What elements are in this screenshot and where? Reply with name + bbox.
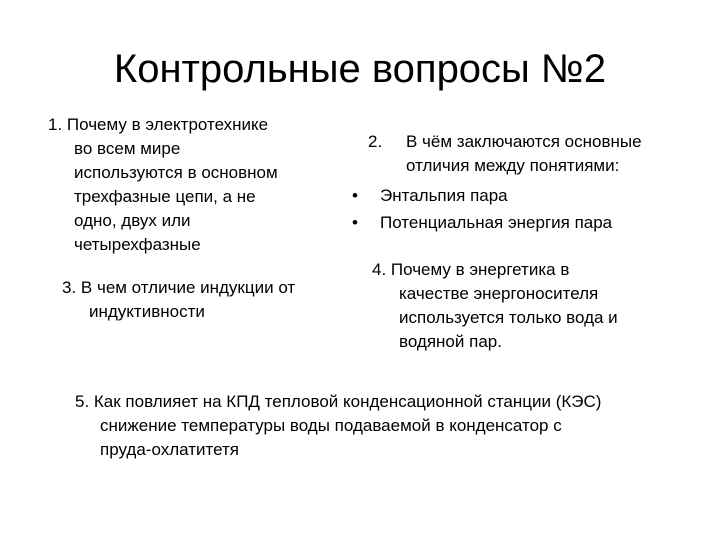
bullet-icon: • [352,186,358,205]
question-4 [372,258,682,354]
question-3-line: индуктивности [89,302,205,321]
question-2-bullet-list [352,182,708,236]
question-3 [62,276,352,324]
question-2-text: В чём заключаются основные [406,132,642,151]
question-2-line [368,130,708,154]
question-1-line: трехфазные цепи, а не [74,187,256,206]
question-5-line: снижение температуры воды подаваемой в конденсатор с [100,416,562,435]
question-1-line: 1. Почему в электротехнике [48,115,269,134]
bullet-item [352,182,708,209]
question-1-line: одно, двух или [74,211,191,230]
bullet-text: Энтальпия пара [380,186,508,205]
question-4-line: водяной пар. [399,332,502,351]
question-1-line: четырехфазные [74,235,201,254]
slide-title: Контрольные вопросы №2 [113,47,607,91]
question-1-line: используются в основном [74,163,278,182]
question-1-line: во всем мире [74,139,181,158]
question-1 [48,113,338,257]
bullet-icon: • [352,213,358,232]
question-4-line: используется только вода и [399,308,618,327]
bullet-text: Потенциальная энергия пара [380,213,613,232]
question-2-number: 2. [368,132,383,151]
question-5-line: 5. Как повлияет на КПД тепловой конденсационной станции (КЭС) [75,392,602,411]
question-3-line: 3. В чем отличие индукции от [62,278,296,297]
question-2 [352,130,708,236]
question-5 [75,390,705,462]
question-2-line: отличия между понятиями: [406,156,620,175]
question-4-line: качестве энергоносителя [399,284,599,303]
question-4-line: 4. Почему в энергетика в [372,260,570,279]
bullet-item [352,209,708,236]
question-5-line: пруда-охлатитетя [100,440,239,459]
